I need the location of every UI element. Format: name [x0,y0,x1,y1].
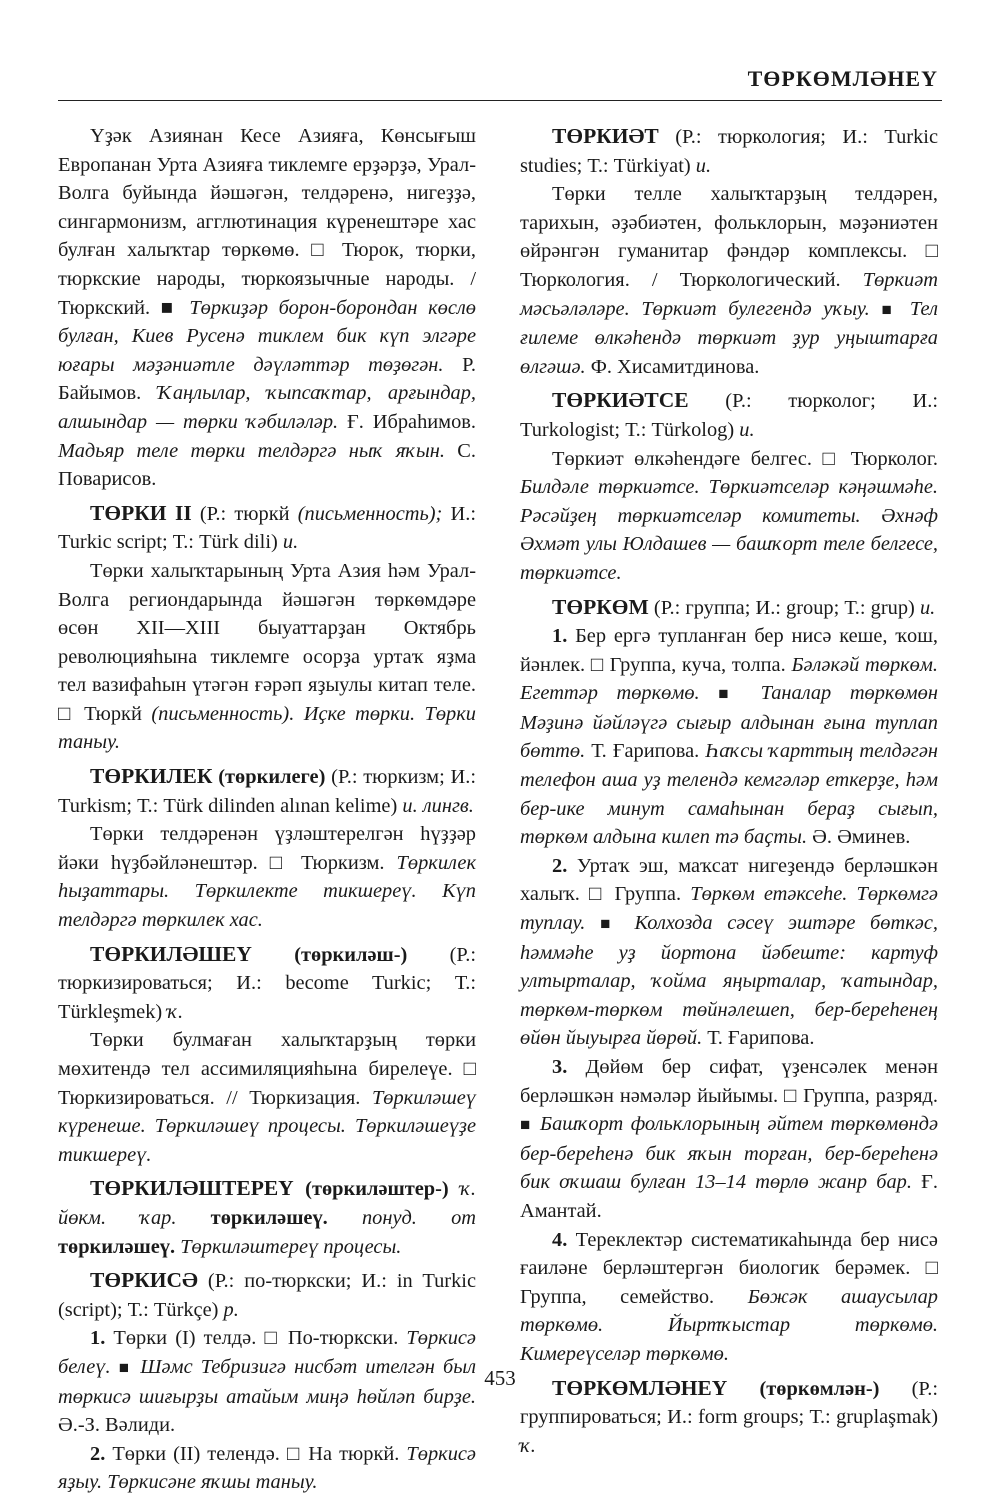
entry-torkomlaneu: ТӨРКӨМЛӘНЕҮ (төркөмлән-) (Р.: группироваться; И.: form groups; Т.: gruplaşmak) ҡ. [520,1375,938,1457]
black-square-icon: ■ [881,299,899,319]
entry-continuation: Үҙәк Азиянан Кесе Азияға, Көнсығыш Европанан Урта Азияға тиклемге ерҙәрҙә, Урал-Волга буйында йәшәгән, телдәренә, нигеҙҙә, сингармонизм, агглютинация күренештәре хас булған халыҡтар төркөмө. □ Тюрок, тюрки, тюркские народы, тюркоязычные народы. / Тюркский. ■ Төркиҙәр борон-борондан көслө булған, Киев Русенә тиклем бик күп элгәре юғары мәҙәниәтле дәүләттәр төҙөгән. Р. Байымов. Ҡаңлылар, ҡыпсаҡтар, арғындар, алшындар — төрки ҡәбиләләр. Ғ. Ибраһимов. Мадьяр теле төрки телдәргә ныҡ яҡын. С. Поварисов. [58,125,477,491]
entry-torkisa: ТӨРКИСӘ (Р.: по-тюркски; И.: in Turkic (script); Т.: Türkçe) р. [58,1268,476,1321]
entry-torkom: ТӨРКӨМ (Р.: группа; И.: group; Т.: grup) и. [552,594,936,619]
entry-torkilashtereu: ТӨРКИЛӘШТЕРЕҮ (төркиләштер-) ҡ. йөкм. ҡар. төркиләшеү. понуд. от төркиләшеү. Төркиләштереү процесы. [58,1176,476,1258]
definition: Төрки телдәренән үҙләштерелгән һүҙҙәр йәки һүҙбәйләнештәр. □ Тюркизм. Төркилек һыҙаттары. Төркилекте тикшереү. Күп телдәргә төркилек хас. [58,823,476,932]
entry-torki-2: ТӨРКИ II (Р.: тюркй (письменность); И.: Turkic script; Т.: Türk dili) и. [58,500,476,554]
headword: ТӨРКИ II [90,500,192,525]
black-square-icon: ■ [718,684,742,704]
sense-1: 1. Төрки (I) телдә. □ По-тюркски. Төркисә белеү. ■ Шәмс Тебризигә нисбәт ителгән был төркисә шиғырҙы атайым миңә һөйләп бирҙе. Ә.-З. Вәлиди. [58,1327,476,1437]
sense-4: 4. Тереклектәр систематикаһында бер нисә ғаиләне берләштергән биологик берәмек. □ Группа, семейство. Бөжәк ашаусылар төркөмө. Йыртҡыстар төркөмө. Кимереүселәр төркөмө. [520,1228,938,1365]
entry-torkiatse: ТӨРКИӘТСЕ (Р.: тюрколог; И.: Turkologist; Т.: Türkolog) и. [520,388,938,441]
entry-torkilasheu: ТӨРКИЛӘШЕҮ (төркиләш-) (Р.: тюркизироваться; И.: become Turkic; Т.: Türkleşmek) ҡ. [58,941,476,1023]
headword: ТӨРКӨМЛӘНЕҮ [552,1375,728,1400]
entry-torkiat: ТӨРКИӘТ (Р.: тюркология; И.: Turkic studies; Т.: Türkiyat) и. [520,124,938,177]
running-head: ТӨРКӨМЛӘНЕҮ [747,66,938,91]
headword: ТӨРКИӘТСЕ [552,388,689,413]
headword: ТӨРКИЛЕК [90,764,213,789]
headword: ТӨРКИСӘ [90,1268,198,1293]
sense-1: 1. Бер ергә тупланған бер нисә кеше, ҡош, йәнлек. □ Группа, куча, толпа. Бәләкәй төркөм. Егеттәр төркөмө. ■ Таналар төркөмөн Мәҙинә йәйләүгә сығыр алдынан ғына туплап бөттө. Т. Ғарипова. Һаҡсы ҡарттың телдәгән телефон аша уҙ телендә кемгәләр еткерҙе, һәм бер-ике минут самаһынан бераҙ сығып, төркөм алдына килеп тә баҫты. Ә. Әминев. [520,625,938,849]
black-square-icon: ■ [600,914,620,934]
definition: Төрки халыҡтарының Урта Азия һәм Урал-Волга региондарында йәшәгән төркөмдәре өсөн XII—XIII быуаттарҙан Октябрь революцияһына тиклемге осорҙа уртаҡ яҙма тел вазифаһын үтәгән ғәрәп яҙыулы китап теле. □ Тюркй (письменность). Иҫке төрки. Төрки таныу. [58,559,476,754]
sense-2: 2. Уртаҡ эш, маҡсат нигеҙендә берләшкән халыҡ. □ Группа. Төркөм етәксеһе. Төркөмгә туплау. ■ Колхозда сәсеү эштәре бөткәс, һәммәһе уҙ йортона йәбеште: картуф ултырталар, ҡойма яңырталар, ҡатындар, төркөм-төркөм төйнәлешеп, бер-береһенең өйөн йыуырға йөрөй. Т. Ғарипова. [520,854,938,1050]
sense-3: 3. Дөйөм бер сифат, үҙенсәлек менән берләшкән нәмәләр йыйымы. □ Группа, разряд. ■ Башҡорт фольклорының әйтем төркөмөндә бер-береһенә бик яҡын торған, бер-береһенә бик оҡшаш булған 13–14 төрлө жанр бар. Ғ. Амантай. [520,1056,939,1222]
headword: ТӨРКИӘТ [552,124,659,148]
black-square-icon: ■ [520,1115,533,1135]
definition: Төрки булмаған халыҡтарҙың төрки мөхитендә тел ассимиляцияһына бирелеүе. □ Тюркизироваться. // Тюркизация. Төркиләшеү күренеше. Төркиләшеү процесы. Төркиләшеүҙе тикшереү. [58,1029,476,1166]
sense-2: 2. Төрки (II) телендә. □ На тюркй. Төркисә яҙыу. Төркисәне яҡшы таныу. [58,1442,476,1494]
definition: Төрки телле халыҡтарҙың телдәрен, тарихын, әҙәбиәтен, фольклорын, мәҙәниәтен өйрәнгән гуманитар фәндәр комплексы. □ Тюркология. / Тюркологический. Төркиәт мәсьәләләре. Төркиәт булегендә уҡыу. ■ Тел ғилеме өлкәһендә төркиәт ҙур уңыштарға өлгәшә. Ф. Хисамитдинова. [520,183,938,378]
left-column [58,122,476,1497]
page-number: 453 [484,1366,516,1390]
header-rule [58,100,942,101]
black-square-icon: ■ [118,1357,133,1377]
headword: ТӨРКИЛӘШТЕРЕҮ [90,1176,294,1201]
entry-torkilek: ТӨРКИЛЕК (төркилеге) (Р.: тюркизм; И.: Turkism; Т.: Türk dilinden alınan kelime) и. лингв. [58,764,476,817]
right-column [520,122,938,1460]
headword: ТӨРКӨМ [552,594,649,619]
headword: ТӨРКИЛӘШЕҮ [90,941,252,966]
definition: Төркиәт өлкәһендәге белгес. □ Тюрколог. Билдәле төркиәтсе. Төркиәтселәр кәңәшмәһе. Рәсәйҙең төркиәтселәр комитеты. Әхнәф Әхмәт улы Юлдашев — башҡорт теле белгесе, төркиәтсе. [520,447,938,584]
